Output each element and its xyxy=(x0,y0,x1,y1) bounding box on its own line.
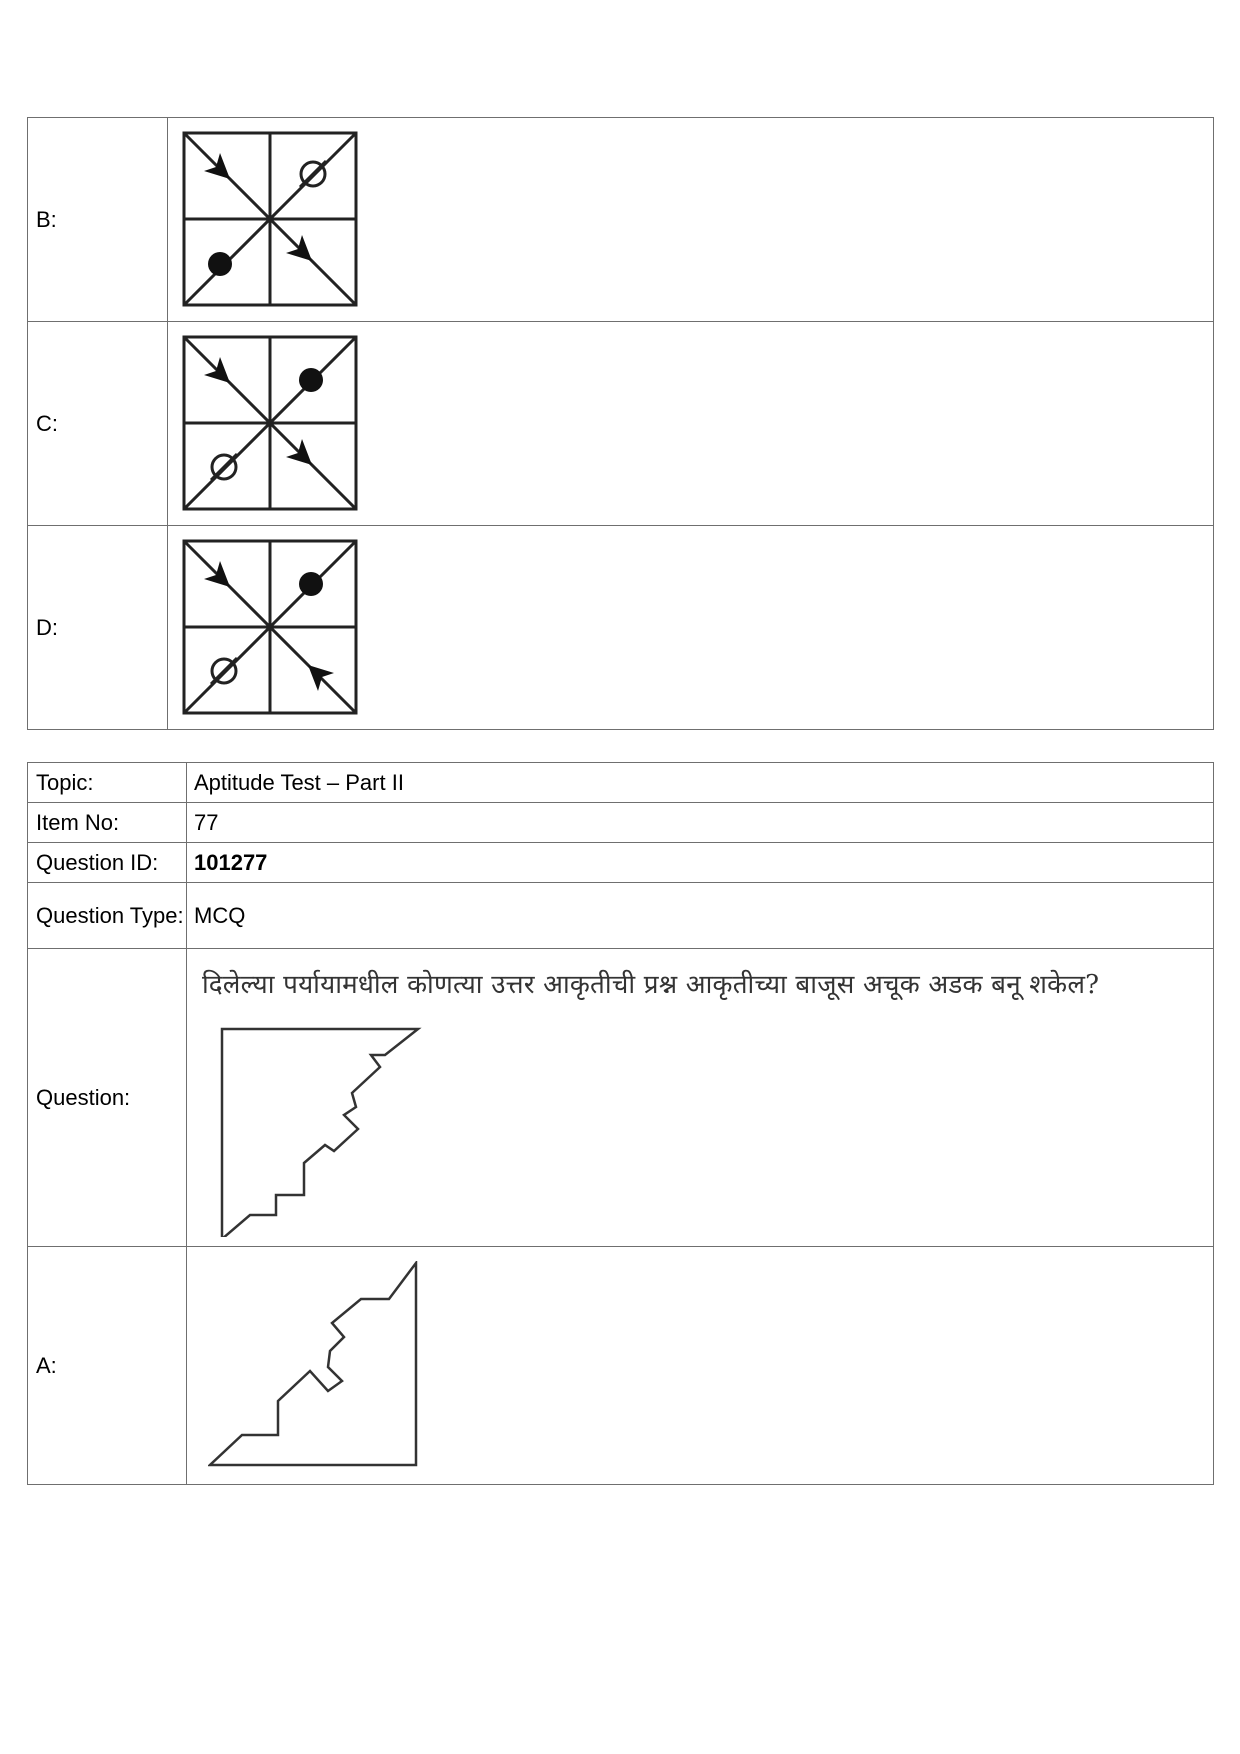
question-info-table xyxy=(27,762,1214,1485)
item-no-value: 77 xyxy=(187,803,1214,843)
topic-value: Aptitude Test – Part II xyxy=(187,763,1214,803)
figure-c-square xyxy=(182,335,360,513)
option-label-a: A: xyxy=(28,1247,187,1485)
options-table-top xyxy=(27,117,1214,730)
answer-a-figure xyxy=(208,1261,428,1471)
question-type-value: MCQ xyxy=(187,883,1214,949)
option-row-c xyxy=(28,322,1214,526)
question-figure xyxy=(220,1027,450,1237)
option-figure-b xyxy=(168,118,1214,322)
option-figure-d xyxy=(168,526,1214,730)
question-type-row xyxy=(28,883,1214,949)
item-no-row xyxy=(28,803,1214,843)
question-content xyxy=(187,949,1214,1247)
question-id-value: 101277 xyxy=(187,843,1214,883)
figure-b-square xyxy=(182,131,360,309)
option-label-c: C: xyxy=(28,322,168,526)
question-id-label: Question ID: xyxy=(28,843,187,883)
topic-row xyxy=(28,763,1214,803)
question-row xyxy=(28,949,1214,1247)
topic-label: Topic: xyxy=(28,763,187,803)
question-id-row xyxy=(28,843,1214,883)
question-label: Question: xyxy=(28,949,187,1247)
figure-d-square xyxy=(182,539,360,717)
item-no-label: Item No: xyxy=(28,803,187,843)
question-type-label: Question Type: xyxy=(28,883,187,949)
option-row-a xyxy=(28,1247,1214,1485)
option-label-b: B: xyxy=(28,118,168,322)
option-row-b xyxy=(28,118,1214,322)
option-figure-c xyxy=(168,322,1214,526)
option-figure-a xyxy=(187,1247,1214,1485)
option-row-d xyxy=(28,526,1214,730)
question-text: दिलेल्या पर्यायामधील कोणत्या उत्तर आकृतीची प्रश्न आकृतीच्या बाजूस अचूक अडक बनू शकेल? xyxy=(202,970,1100,1000)
option-label-d: D: xyxy=(28,526,168,730)
